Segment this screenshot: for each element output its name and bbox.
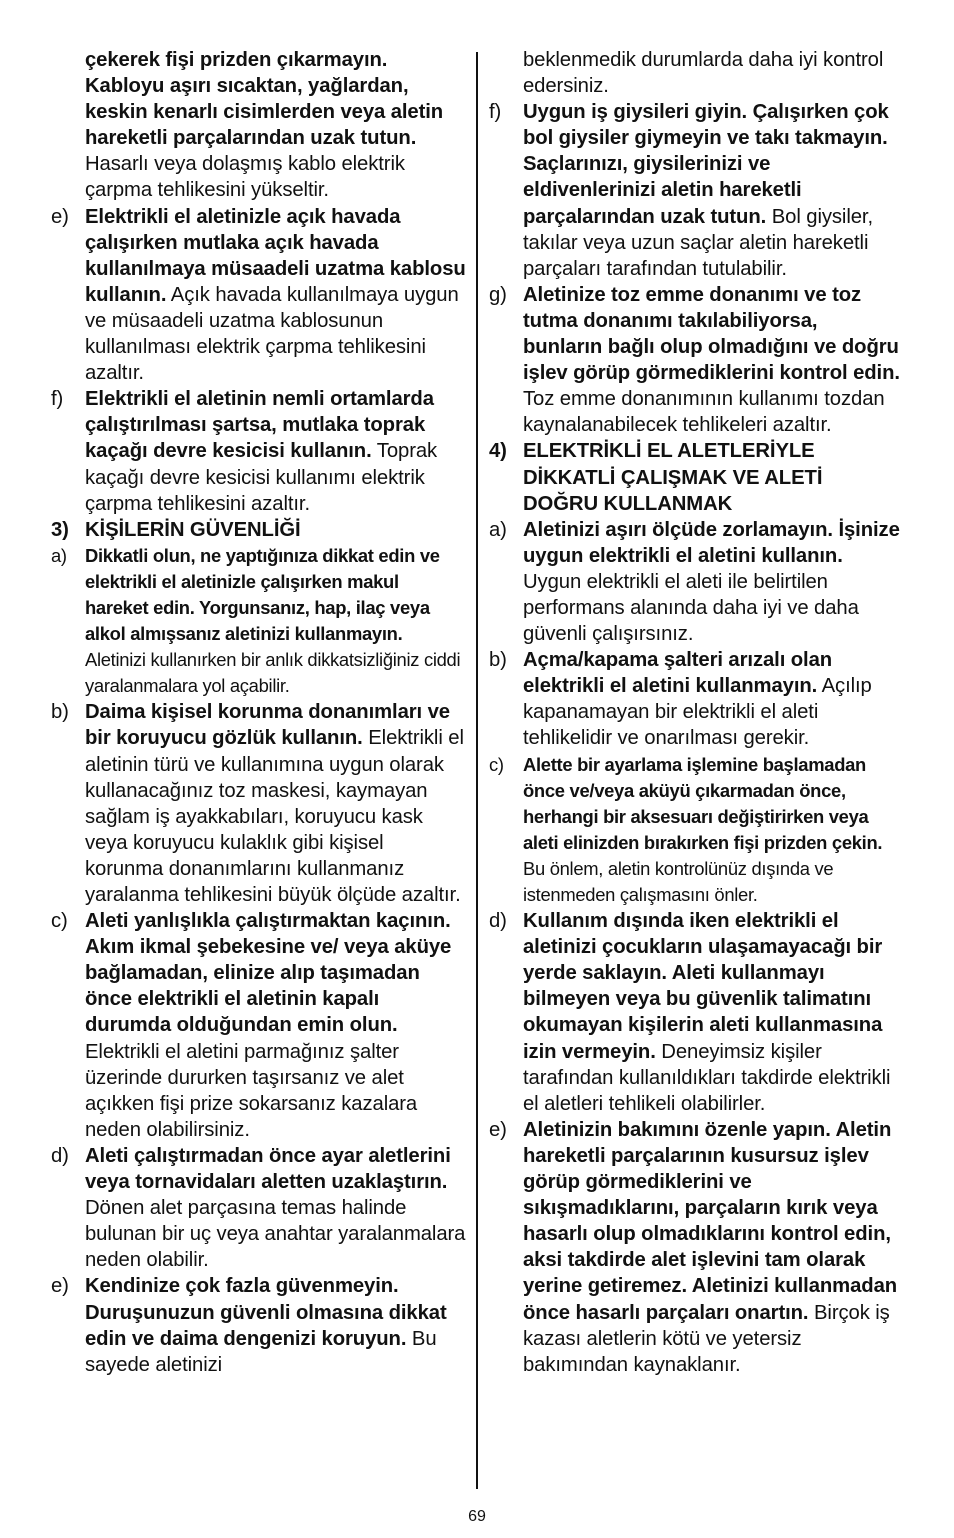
body-text: Bu önlem, aletin kontrolünüz dışında ve istenmeden çalışmasını önler. <box>523 857 834 905</box>
section-number: 3) <box>51 518 69 541</box>
item-label: a) <box>51 544 67 566</box>
body-text: Elektrikli el aletinin türü ve kullanımına uygun olarak kullanacağınız toz maskesi, kaymayan sağlam iş ayakkabıları, koruyucu kask veya koruyucu kulaklık gibi kişisel korunma donanımlarını kullanmanız yaralanma tehlikesini büyük ölçüde azaltır. <box>85 727 464 906</box>
list-item-b <box>489 647 901 751</box>
item-label: d) <box>51 1144 69 1167</box>
body-text: Elektrikli el aletini parmağınız şalter üzerinde dururken taşırsanız ve alet açıkken fişi prize sokarsanız kazalara neden olabilirsiniz. <box>85 1040 418 1141</box>
body-text: Aletinizi kullanırken bir anlık dikkatsizliğiniz ciddi yaralanmalara yol açabilir. <box>85 649 461 697</box>
list-item-e <box>51 1273 466 1377</box>
continued-paragraph <box>489 47 901 99</box>
bold-text: Elektrikli el aletinin nemli ortamlarda çalıştırılması şartsa, mutlaka toprak kaçağı devre kesicisi kullanın. <box>85 388 434 463</box>
list-item-a <box>51 543 466 700</box>
right-column <box>489 47 901 1378</box>
list-item-c <box>489 752 901 909</box>
item-label: e) <box>489 1118 507 1141</box>
item-label: a) <box>489 518 507 541</box>
bold-text: Daima kişisel korunma donanımları ve bir koruyucu gözlük kullanın. <box>85 701 450 750</box>
body-text: Uygun elektrikli el aleti ile belirtilen performans alanında daha iyi ve daha güvenli çalışırsınız. <box>523 570 859 646</box>
continued-paragraph <box>51 47 466 204</box>
section-title: KİŞİLERİN GÜVENLİĞİ <box>85 518 301 541</box>
page-number: 69 <box>468 1508 486 1525</box>
body-text: Toz emme donanımının kullanımı tozdan kaynalanabilecek tehlikeleri azaltır. <box>523 388 885 437</box>
item-label: f) <box>489 101 502 124</box>
body-text: Açık havada kullanılmaya uygun ve müsaadeli uzatma kablosunun kullanılması elektrik çarpma tehlikesini azaltır. <box>85 283 459 385</box>
list-item-g <box>489 282 901 439</box>
section-heading-3 <box>51 517 466 543</box>
item-label: g) <box>489 283 507 306</box>
body-text: Deneyimsiz kişiler tarafından kullanıldıkları takdirde elektrikli el aletleri tehlikeli olabilirler. <box>523 1040 891 1115</box>
list-item-a <box>489 517 901 647</box>
bold-text: Elektrikli el aletinizle açık havada çalışırken mutlaka açık havada kullanılmaya müsaadeli uzatma kablosu kullanın. <box>85 205 466 306</box>
left-column <box>51 47 466 1378</box>
item-label: e) <box>51 1275 69 1298</box>
bold-text: Alette bir ayarlama işlemine başlamadan önce ve/veya aküyü çıkarmadan önce, herhangi bir aksesuarı değiştirirken veya aleti elinizden bırakırken fişi prizden çekin. <box>523 753 883 853</box>
body-text: Bu sayede aletinizi <box>85 1327 437 1376</box>
bold-text: Aletinizi aşırı ölçüde zorlamayın. İşinize uygun elektrikli el aletini kullanın. <box>523 518 900 567</box>
list-item-d <box>51 1143 466 1273</box>
item-label: b) <box>51 701 69 724</box>
body-text: Açılıp kapanamayan bir elektrikli el aleti tehlikelidir ve onarılması gerekir. <box>523 675 872 750</box>
item-label: c) <box>489 753 504 775</box>
bold-text: Aleti yanlışlıkla çalıştırmaktan kaçının. Akım ikmal şebekesine ve/ veya aküye bağlamadan, elinize alıp taşımadan önce elektrikli el aletinin kapalı durumda olduğundan emin olun. <box>85 910 452 1037</box>
section-heading-4 <box>489 438 901 516</box>
bold-text: Uygun iş giysileri giyin. Çalışırken çok bol giysiler giymeyin ve takı takmayın. Saçlarınızı, giysilerinizi ve eldivenlerinizi aletin hareketli parçalarından uzak tutun. <box>523 101 889 228</box>
item-label: e) <box>51 205 69 228</box>
column-divider <box>476 52 478 1489</box>
bold-text: Açma/kapama şalteri arızalı olan elektrikli el aletini kullanmayın. <box>523 649 833 698</box>
body-text: Birçok iş kazası aletlerin kötü ve yetersiz bakımından kaynaklanır. <box>523 1301 890 1376</box>
item-label: c) <box>51 910 68 933</box>
list-item-c <box>51 908 466 1143</box>
bold-text: Aleti çalıştırmadan önce ayar aletlerini veya tornavidaları aletten uzaklaştırın. <box>85 1144 451 1194</box>
bold-text: Dikkatli olun, ne yaptığınıza dikkat edin ve elektrikli el aletinizle çalışırken makul hareket edin. Yorgunsanız, hap, ilaç veya alkol almışsanız aletinizi kullanmayın. <box>85 544 440 645</box>
body-text: Dönen alet parçasına temas halinde bulunan bir uç veya anahtar yaralanmalara neden olabilir. <box>85 1197 466 1272</box>
body-text: Toprak kaçağı devre kesicisi kullanımı elektrik çarpma tehlikesini azaltır. <box>85 440 438 515</box>
bold-text: Aletinize toz emme donanımı ve toz tutma donanımı takılabiliyorsa, bunların bağlı olup olmadığını ve doğru işlev görüp görmediklerini kontrol edin. <box>523 283 900 385</box>
list-item-d <box>489 908 901 1117</box>
section-number: 4) <box>489 440 507 463</box>
bold-text: çekerek fişi prizden çıkarmayın. Kabloyu aşırı sıcaktan, yağlardan, keskin kenarlı cisimlerden veya aletin hareketli parçalarından uzak tutun. <box>85 49 444 150</box>
bold-text: Kendinize çok fazla güvenmeyin. Duruşunuzun güvenli olmasına dikkat edin ve daima dengenizi koruyun. <box>85 1275 447 1350</box>
list-item-e <box>51 204 466 387</box>
list-item-e <box>489 1117 901 1378</box>
item-label: f) <box>51 388 64 411</box>
section-title: ELEKTRİKLİ EL ALETLERİYLE DİKKATLİ ÇALIŞMAK VE ALETİ DOĞRU KULLANMAK <box>523 440 823 515</box>
bold-text: Aletinizin bakımını özenle yapın. Aletin hareketli parçalarının kusursuz işlev görüp görmediklerini ve sıkışmadıklarını, parçaların kırık veya hasarlı olup olmadıklarını kontrol edin, aksi takdirde alet işlevini tam olarak yerine getiremez. Aletinizi kullanmadan önce hasarlı parçaları onartın. <box>523 1118 898 1324</box>
bold-text: Kullanım dışında iken elektrikli el aletinizi çocukların ulaşamayacağı bir yerde saklayın. Aleti kullanmayı bilmeyen veya bu güvenlik talimatını okumayan kişilerin aleti kullanmasına izin vermeyin. <box>523 910 883 1063</box>
item-label: d) <box>489 910 507 933</box>
body-text: Hasarlı veya dolaşmış kablo elektrik çarpma tehlikesini yükseltir. <box>85 153 405 202</box>
list-item-f <box>51 386 466 516</box>
body-text: beklenmedik durumlarda daha iyi kontrol edersiniz. <box>523 49 884 98</box>
item-label: b) <box>489 649 507 672</box>
body-text: Bol giysiler, takılar veya uzun saçlar aletin hareketli parçaları tarafından tutulabilir. <box>523 205 873 280</box>
list-item-b <box>51 699 466 908</box>
list-item-f <box>489 99 901 282</box>
